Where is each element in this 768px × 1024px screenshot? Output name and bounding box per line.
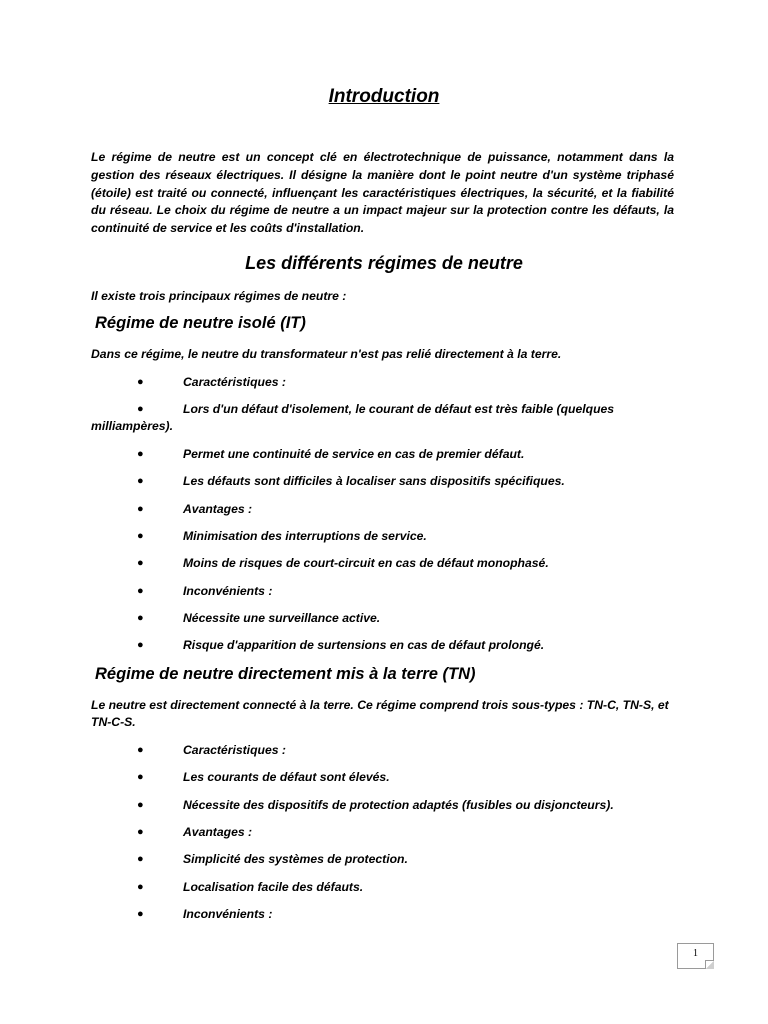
- list-item-text: Caractéristiques :: [183, 375, 286, 389]
- bullet-icon: ●: [137, 771, 144, 783]
- bullet-icon: ●: [137, 557, 144, 569]
- section-lead: Il existe trois principaux régimes de neutre :: [91, 289, 347, 303]
- list-item: [91, 851, 674, 868]
- list-item-text: Minimisation des interruptions de service.: [183, 529, 427, 543]
- list-item-text: Risque d'apparition de surtensions en cas de défaut prolongé.: [183, 638, 545, 652]
- it-lead: Dans ce régime, le neutre du transformateur n'est pas relié directement à la terre.: [91, 347, 562, 361]
- list-item: [91, 610, 674, 627]
- bullet-icon: ●: [137, 585, 144, 597]
- bullet-icon: ●: [137, 376, 144, 388]
- page-number-box: [677, 943, 714, 969]
- list-item-text: Inconvénients :: [183, 584, 273, 598]
- list-item: [91, 797, 674, 814]
- list-item: [91, 906, 674, 923]
- list-item-text: Nécessite une surveillance active.: [183, 611, 381, 625]
- bullet-icon: ●: [137, 744, 144, 756]
- list-item-text: Localisation facile des défauts.: [183, 880, 364, 894]
- bullet-icon: ●: [137, 503, 144, 515]
- list-item: [91, 879, 674, 896]
- list-item-text: Les défauts sont difficiles à localiser sans dispositifs spécifiques.: [183, 474, 565, 488]
- bullet-icon: ●: [137, 826, 144, 838]
- list-item: [91, 446, 674, 463]
- page-corner-fold-icon: [705, 960, 714, 969]
- list-item: [91, 401, 674, 435]
- list-item-text: Permet une continuité de service en cas de premier défaut.: [183, 447, 525, 461]
- tn-heading: Régime de neutre directement mis à la terre (TN): [95, 665, 476, 683]
- page-title: Introduction: [328, 86, 440, 107]
- bullet-icon: ●: [137, 853, 144, 865]
- list-item: [91, 742, 674, 759]
- list-item: [91, 555, 674, 572]
- bullet-icon: ●: [137, 612, 144, 624]
- list-item-text: Simplicité des systèmes de protection.: [183, 852, 408, 866]
- list-item: [91, 824, 674, 841]
- bullet-icon: ●: [137, 881, 144, 893]
- tn-lead: Le neutre est directement connecté à la terre. Ce régime comprend trois sous-types : TN-C, TN-S, et TN-C-S.: [91, 698, 669, 729]
- list-item: [91, 473, 674, 490]
- list-item-text: Moins de risques de court-circuit en cas de défaut monophasé.: [183, 556, 549, 570]
- list-item-text: Avantages :: [183, 502, 253, 516]
- list-item-text: Les courants de défaut sont élevés.: [183, 770, 390, 784]
- list-item-text: Avantages :: [183, 825, 253, 839]
- list-item-text: Caractéristiques :: [183, 743, 286, 757]
- list-item-text: Nécessite des dispositifs de protection adaptés (fusibles ou disjoncteurs).: [183, 798, 614, 812]
- list-item-text: Inconvénients :: [183, 907, 273, 921]
- list-item-text: Lors d'un défaut d'isolement, le courant de défaut est très faible (quelques milliampères).: [91, 402, 615, 433]
- list-item: [91, 501, 674, 518]
- list-item: [91, 637, 674, 654]
- list-item: [91, 583, 674, 600]
- intro-paragraph: Le régime de neutre est un concept clé en électrotechnique de puissance, notamment dans la gestion des réseaux électriques. Il désigne la manière dont le point neutre d'un système triphasé (étoile) est traité ou connecté, influençant les caractéristiques électriques, la sécurité, et la fiabilité du réseau. Le choix du régime de neutre a un impact majeur sur la protection contre les défauts, la continuité de service et les coûts d'installation.: [91, 150, 674, 236]
- bullet-icon: ●: [137, 448, 144, 460]
- bullet-icon: ●: [137, 530, 144, 542]
- page-number: 1: [693, 948, 698, 959]
- it-heading: Régime de neutre isolé (IT): [95, 314, 306, 332]
- section-heading: Les différents régimes de neutre: [245, 253, 523, 273]
- bullet-icon: ●: [137, 799, 144, 811]
- bullet-icon: ●: [137, 908, 144, 920]
- bullet-icon: ●: [137, 475, 144, 487]
- list-item: [91, 528, 674, 545]
- bullet-icon: ●: [137, 403, 144, 415]
- bullet-icon: ●: [137, 639, 144, 651]
- list-item: [91, 769, 674, 786]
- list-item: [91, 374, 674, 391]
